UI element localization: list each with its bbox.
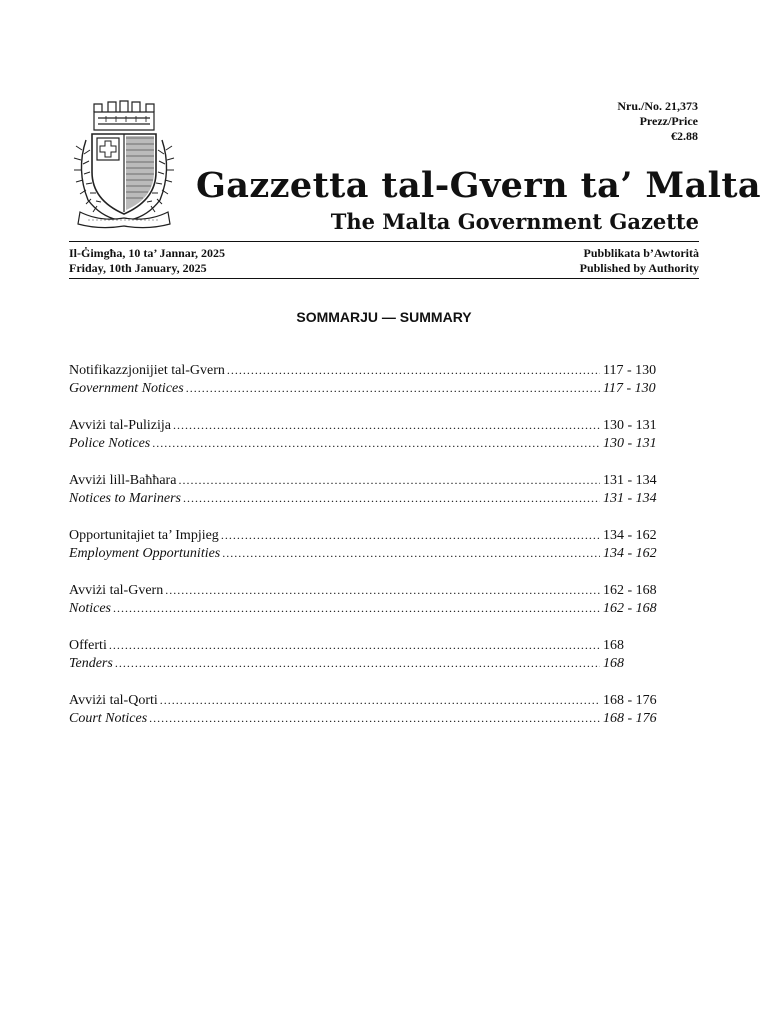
dot-leader [178, 471, 600, 490]
issue-date [69, 246, 225, 276]
authority-statement [580, 246, 699, 276]
toc-entry [69, 471, 661, 507]
masthead-top-rule [69, 241, 699, 242]
toc-pages: 168 - 176 [603, 711, 657, 726]
masthead-title-maltese: Gazzetta tal-Gvern ta’ Malta [196, 165, 761, 206]
toc-pages: 117 - 130 [603, 381, 656, 396]
toc-title: Notices [69, 601, 111, 616]
toc-row-english[interactable] [69, 599, 661, 617]
dot-leader [222, 544, 600, 563]
toc-row-english[interactable] [69, 489, 661, 507]
toc-title: Employment Opportunities [69, 546, 221, 561]
dot-leader [160, 691, 600, 710]
price-label: Prezz/Price [639, 114, 698, 128]
dot-leader [227, 361, 600, 380]
malta-coat-of-arms-icon [70, 100, 178, 230]
toc-pages: 131 - 134 [603, 473, 657, 488]
dot-leader [221, 526, 600, 545]
toc-title: Tenders [69, 656, 113, 671]
dot-leader [173, 416, 600, 435]
toc-row-maltese[interactable] [69, 636, 661, 654]
toc-row-maltese[interactable] [69, 526, 661, 544]
toc-pages: 131 - 134 [603, 491, 657, 506]
dot-leader [109, 636, 600, 655]
toc-pages: 117 - 130 [603, 363, 657, 378]
toc-title: Notices to Mariners [69, 491, 181, 506]
toc-entry [69, 691, 661, 727]
toc-pages: 168 [603, 656, 624, 671]
toc-pages: 168 [603, 638, 624, 653]
summary-heading: SOMMARJU — SUMMARY [296, 309, 472, 325]
toc-title: Court Notices [69, 711, 148, 726]
toc-row-maltese[interactable] [69, 471, 661, 489]
issue-date-maltese: Il-Ġimgħa, 10 ta’ Jannar, 2025 [69, 246, 226, 260]
toc-title: Police Notices [69, 436, 151, 451]
toc-row-english[interactable] [69, 434, 661, 452]
toc-row-maltese[interactable] [69, 416, 661, 434]
toc-title: Government Notices [69, 381, 184, 396]
toc-pages: 134 - 162 [603, 546, 657, 561]
issue-info [617, 99, 698, 144]
toc-title: Avviżi tal-Pulizija [69, 418, 171, 433]
toc-entry [69, 361, 661, 397]
toc-entry [69, 636, 661, 672]
dot-leader [152, 434, 600, 453]
toc-pages: 130 - 131 [603, 436, 657, 451]
toc-title: Opportunitajiet ta’ Impjieg [69, 528, 219, 543]
toc-entry [69, 581, 661, 617]
toc-pages: 130 - 131 [603, 418, 657, 433]
table-of-contents [69, 361, 661, 746]
toc-row-english[interactable] [69, 654, 661, 672]
toc-pages: 168 - 176 [603, 693, 657, 708]
dot-leader [165, 581, 600, 600]
toc-row-english[interactable] [69, 379, 661, 397]
toc-row-english[interactable] [69, 544, 661, 562]
toc-title: Avviżi tal-Qorti [69, 693, 158, 708]
toc-title: Avviżi lill-Baħħara [69, 473, 177, 488]
authority-maltese: Pubblikata b’Awtorità [583, 246, 699, 260]
authority-english: Published by Authority [579, 261, 699, 275]
issue-number: Nru./No. 21,373 [617, 99, 698, 113]
masthead-bottom-rule [69, 278, 699, 279]
toc-row-maltese[interactable] [69, 691, 661, 709]
masthead-title-english: The Malta Government Gazette [330, 209, 699, 234]
toc-title: Notifikazzjonijiet tal-Gvern [69, 363, 225, 378]
toc-row-maltese[interactable] [69, 581, 661, 599]
dot-leader [115, 654, 600, 673]
issue-date-english: Friday, 10th January, 2025 [69, 261, 207, 275]
dot-leader [149, 709, 600, 728]
toc-row-english[interactable] [69, 709, 661, 727]
dot-leader [183, 489, 600, 508]
toc-title: Offerti [69, 638, 107, 653]
toc-entry [69, 416, 661, 452]
dot-leader [186, 379, 600, 398]
toc-entry [69, 526, 661, 562]
toc-title: Avviżi tal-Gvern [69, 583, 164, 598]
toc-pages: 162 - 168 [603, 583, 657, 598]
price-value: €2.88 [671, 129, 698, 143]
toc-pages: 134 - 162 [603, 528, 657, 543]
toc-pages: 162 - 168 [603, 601, 657, 616]
dot-leader [113, 599, 600, 618]
toc-row-maltese[interactable] [69, 361, 661, 379]
